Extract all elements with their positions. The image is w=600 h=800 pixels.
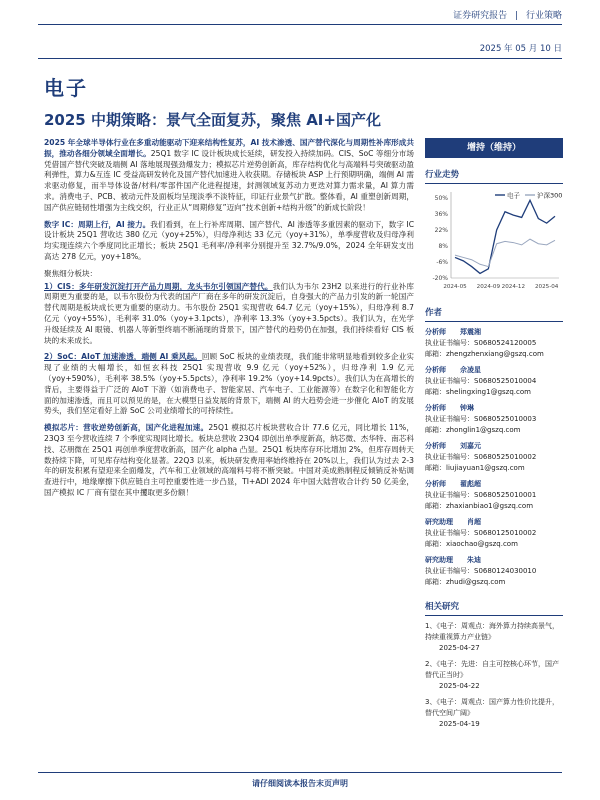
subsector-intro: 聚焦细分板块： xyxy=(44,268,98,278)
related-item-title[interactable]: 2、《电子：先进：自主可控核心环节，国产替代正当时》 xyxy=(425,660,559,679)
sidebar xyxy=(425,138,563,730)
author-role: 研究助理 xyxy=(425,556,453,564)
digital-ic-heading: 数字 IC：周期上行，AI 接力。 xyxy=(44,219,151,229)
author-email[interactable]: 邮箱：zhonglin1@gszq.com xyxy=(425,426,521,434)
author-name: 肖超 xyxy=(467,518,481,526)
y-tick-label: 8% xyxy=(438,243,448,250)
author-email[interactable]: 邮箱：zhaxianbiao1@gszq.com xyxy=(425,502,534,510)
footer-divider xyxy=(38,772,562,773)
trend-title: 行业走势 xyxy=(425,166,563,184)
legend-label-electronics: 电子 xyxy=(507,191,520,200)
x-tick-label: 2024-09 xyxy=(476,284,501,290)
author-name: 朱迪 xyxy=(467,556,481,564)
author-role: 分析师 xyxy=(425,442,446,450)
summary-lead: 2025 年全球半导体行业在多重动能驱动下迎来结构性复苏，AI 技术渗透、国产替代深化与周期性补库形成共振，推动各细分领域全面增长。 xyxy=(44,138,414,158)
author-entry xyxy=(425,327,563,360)
related-item-date: 2025-04-22 xyxy=(439,682,480,690)
author-entry xyxy=(425,479,563,512)
y-tick-label: 22% xyxy=(434,227,448,234)
x-tick-label: 2024-12 xyxy=(501,284,526,290)
author-role: 分析师 xyxy=(425,480,446,488)
legend-label-csi300: 沪深300 xyxy=(537,191,563,200)
y-tick-label: -6% xyxy=(436,259,448,266)
author-cert: 执业证书编号：S0680525010002 xyxy=(425,453,537,461)
cis-heading: 1）CIS：多年研发沉淀打开产品力周期，龙头韦尔引领国产替代。 xyxy=(44,281,273,291)
author-entry xyxy=(425,555,563,588)
author-cert: 执业证书编号：S0680525010003 xyxy=(425,415,537,423)
author-cert: 执业证书编号：S0680525010004 xyxy=(425,377,537,385)
analog-body: 25Q1 模拟芯片板块营收合计 77.6 亿元，同比增长 11%，23Q3 至今营收连续 7 个季度实现同比增长。板块总营收 23Q4 即创出单季度新高，纳芯微、杰华特、南芯科技、芯朋微在 25Q1 再创单季度营收新高，国产化 alpha 凸显。25Q1 板块库存环比增加 2%，但库存周转天数持续下降，可见库存结构变化显著。22Q3 以来，板块研发费用率始终维持在 20%以上，我们认为过去 2-3 年的研发积累有望迎来全面爆发，汽车和工业领域的高端料号将不断突破。中国对美成熟制程反倾销反补贴调查进行中，地缘摩擦下供应链自主可控重要性进一步凸显，TI+ADI 2024 年中国大陆营收合计约 50 亿美金，国产模拟 IC 厂商有望在其中攫取更多份额！ xyxy=(44,423,414,497)
related-item[interactable] xyxy=(425,697,563,730)
author-email[interactable]: 邮箱：liujiayuan1@gszq.com xyxy=(425,464,525,472)
related-item[interactable] xyxy=(425,621,563,654)
trend-chart xyxy=(425,186,563,296)
rating-badge: 增持（维持） xyxy=(425,138,563,158)
author-cert: 执业证书编号：S0680524120005 xyxy=(425,339,537,347)
main-text-column xyxy=(44,138,414,505)
related-title: 相关研究 xyxy=(425,598,563,616)
page-title: 2025 中期策略：景气全面复苏，聚焦 AI+国产化 xyxy=(44,111,381,129)
related-list xyxy=(425,621,563,730)
cis-paragraph xyxy=(44,282,414,347)
author-role: 研究助理 xyxy=(425,518,453,526)
x-tick-label: 2024-05 xyxy=(443,284,467,290)
author-cert: 执业证书编号：S0680124030010 xyxy=(425,567,537,575)
report-type: 证券研究报告 xyxy=(453,11,508,21)
author-role: 分析师 xyxy=(425,328,446,336)
author-email[interactable]: 邮箱：xiaochao@gszq.com xyxy=(425,540,518,548)
author-entry xyxy=(425,365,563,398)
report-date: 2025 年 05 月 10 日 xyxy=(479,44,562,54)
related-item-date: 2025-04-27 xyxy=(439,644,480,652)
author-name: 佘凌星 xyxy=(460,366,481,374)
author-cert: 执业证书编号：S0680525010001 xyxy=(425,491,537,499)
related-item[interactable] xyxy=(425,659,563,692)
y-tick-label: 50% xyxy=(434,195,448,202)
author-name: 翟彪超 xyxy=(460,480,481,488)
legend xyxy=(495,191,562,200)
author-role: 分析师 xyxy=(425,404,446,412)
header-divider xyxy=(38,24,562,25)
author-entry xyxy=(425,441,563,474)
soc-paragraph xyxy=(44,352,414,417)
authors-title: 作者 xyxy=(425,304,563,322)
author-name: 钟琳 xyxy=(460,404,474,412)
summary-paragraph xyxy=(44,138,414,214)
author-email[interactable]: 邮箱：zhudi@gszq.com xyxy=(425,578,506,586)
y-tick-label: -20% xyxy=(432,275,448,282)
header-separator: | xyxy=(515,11,519,21)
series-line-csi300 xyxy=(455,239,555,266)
cis-body: 我们认为韦尔 23H2 以来进行的行业补库周期更为重要的是，以韦尔股份为代表的国产厂商在多年的研发沉淀后，自身强大的产品力引发的新一轮国产替代周期是板块成长更为重要的驱动力。韦尔股份 25Q1 实现营收 64.7 亿元（yoy+15%），归母净利 8.7 亿元（yoy+55%），毛利率 31.0%（yoy+3.1pcts），净利率 13.3%（yoy+3.5pcts）。我们认为，在光学升级延续及 AI 眼镜、机器人等新型终端不断涌现的背景下，国产替代的趋势仍在加强，我们持续看好 CIS 板块的未来成长。 xyxy=(44,281,415,345)
analog-paragraph xyxy=(44,423,414,499)
sector-title: 电子 xyxy=(44,76,88,100)
author-entry xyxy=(425,517,563,550)
series-line-electronics xyxy=(455,200,555,273)
author-name: 郑震湘 xyxy=(460,328,481,336)
report-category: 行业策略 xyxy=(525,11,562,21)
analog-heading: 模拟芯片：营收逆势创新高，国产化进程加速。 xyxy=(44,423,209,433)
related-item-title[interactable]: 3、《电子：周观点：国产算力性价比提升，替代空间广阔》 xyxy=(425,698,559,717)
related-item-title[interactable]: 1、《电子：周观点：海外算力持续高景气，持续重视算力产业链》 xyxy=(425,622,559,641)
author-name: 刘嘉元 xyxy=(460,442,481,450)
report-header xyxy=(453,8,562,21)
digital-ic-body: 我们看到，在上行补库周期、国产替代、AI 渗透等多重因素的驱动下，数字 IC 设计板块 25Q1 营收达 380 亿元（yoy+25%），归母净利达 33 亿元（yoy+31%），单季度营收及归母净利均实现连续六个季度同比正增长；板块 25Q1 毛利率/净利率分别提升至 32.7%/9.0%，2024 全年研发支出高达 278 亿元，yoy+18%。 xyxy=(44,219,414,261)
author-role: 分析师 xyxy=(425,366,446,374)
author-entry xyxy=(425,403,563,436)
related-item-date: 2025-04-19 xyxy=(439,720,480,728)
summary-body: 25Q1 数字 IC 设计板块成长延续，研发投入持续加码。CIS、SoC 等细分市场凭借国产替代突破及端侧 AI 落地展现强劲爆发力；模拟芯片逆势创新高，库存结构优化与高端料号突破驱动盈利弹性，算力&互连 IC 受益高研发转化及国产替代加速进入收获期。存储板块 ASP 上行预期明确，端侧 AI 需求驱动修复，而半导体设备/材料/零部件国产化进程提速，封测领域复苏动力更迭对算力需求量，AI 算力需求。消费电子、PCB、被动元件及面板均呈现淡季不淡特征，印证行业景气扩散。整体看，AI 重塑创新周期，国产供应链韧性增强为主线交织，行业正从“周期修复”迈向“技术创新+结构升级”的新成长阶段！ xyxy=(44,148,415,212)
date-divider xyxy=(38,58,562,59)
y-tick-label: 36% xyxy=(434,211,448,218)
x-tick-label: 2025-04 xyxy=(534,284,559,290)
authors-list xyxy=(425,327,563,588)
author-email[interactable]: 邮箱：zhengzhenxiang@gszq.com xyxy=(425,350,544,358)
soc-heading: 2）SoC：AIoT 加速渗透，端侧 AI 乘风起。 xyxy=(44,352,202,362)
digital-ic-paragraph xyxy=(44,220,414,263)
author-cert: 执业证书编号：S0680125010002 xyxy=(425,529,537,537)
soc-body: 回顾 SoC 板块的业绩表现，我们能非常明显地看到较多企业实现了业绩的大幅增长，如恒玄科技 25Q1 实现营收 9.9 亿元（yoy+52%），归母净利 1.9 亿元（yoy+590%），毛利率 38.5%（yoy+5.5pcts），净利率 19.2%（yoy+14.9pcts）。我们认为在高增长的背后，主要得益于广泛的 AIoT 下游（如消费电子、智能家居、汽车电子、工业能源等）在数字化和智能化方面的加速渗透，而且可以预见的是，在大模型日益发展的背景下，端侧 AI 的大趋势会进一步催化 AIoT 的发展势头，我们坚定看好上游 SoC 公司业绩增长的可持续性。 xyxy=(44,352,414,416)
author-email[interactable]: 邮箱：shelingxing1@gszq.com xyxy=(425,388,531,396)
footer-disclaimer: 请仔细阅读本报告末页声明 xyxy=(252,779,348,788)
